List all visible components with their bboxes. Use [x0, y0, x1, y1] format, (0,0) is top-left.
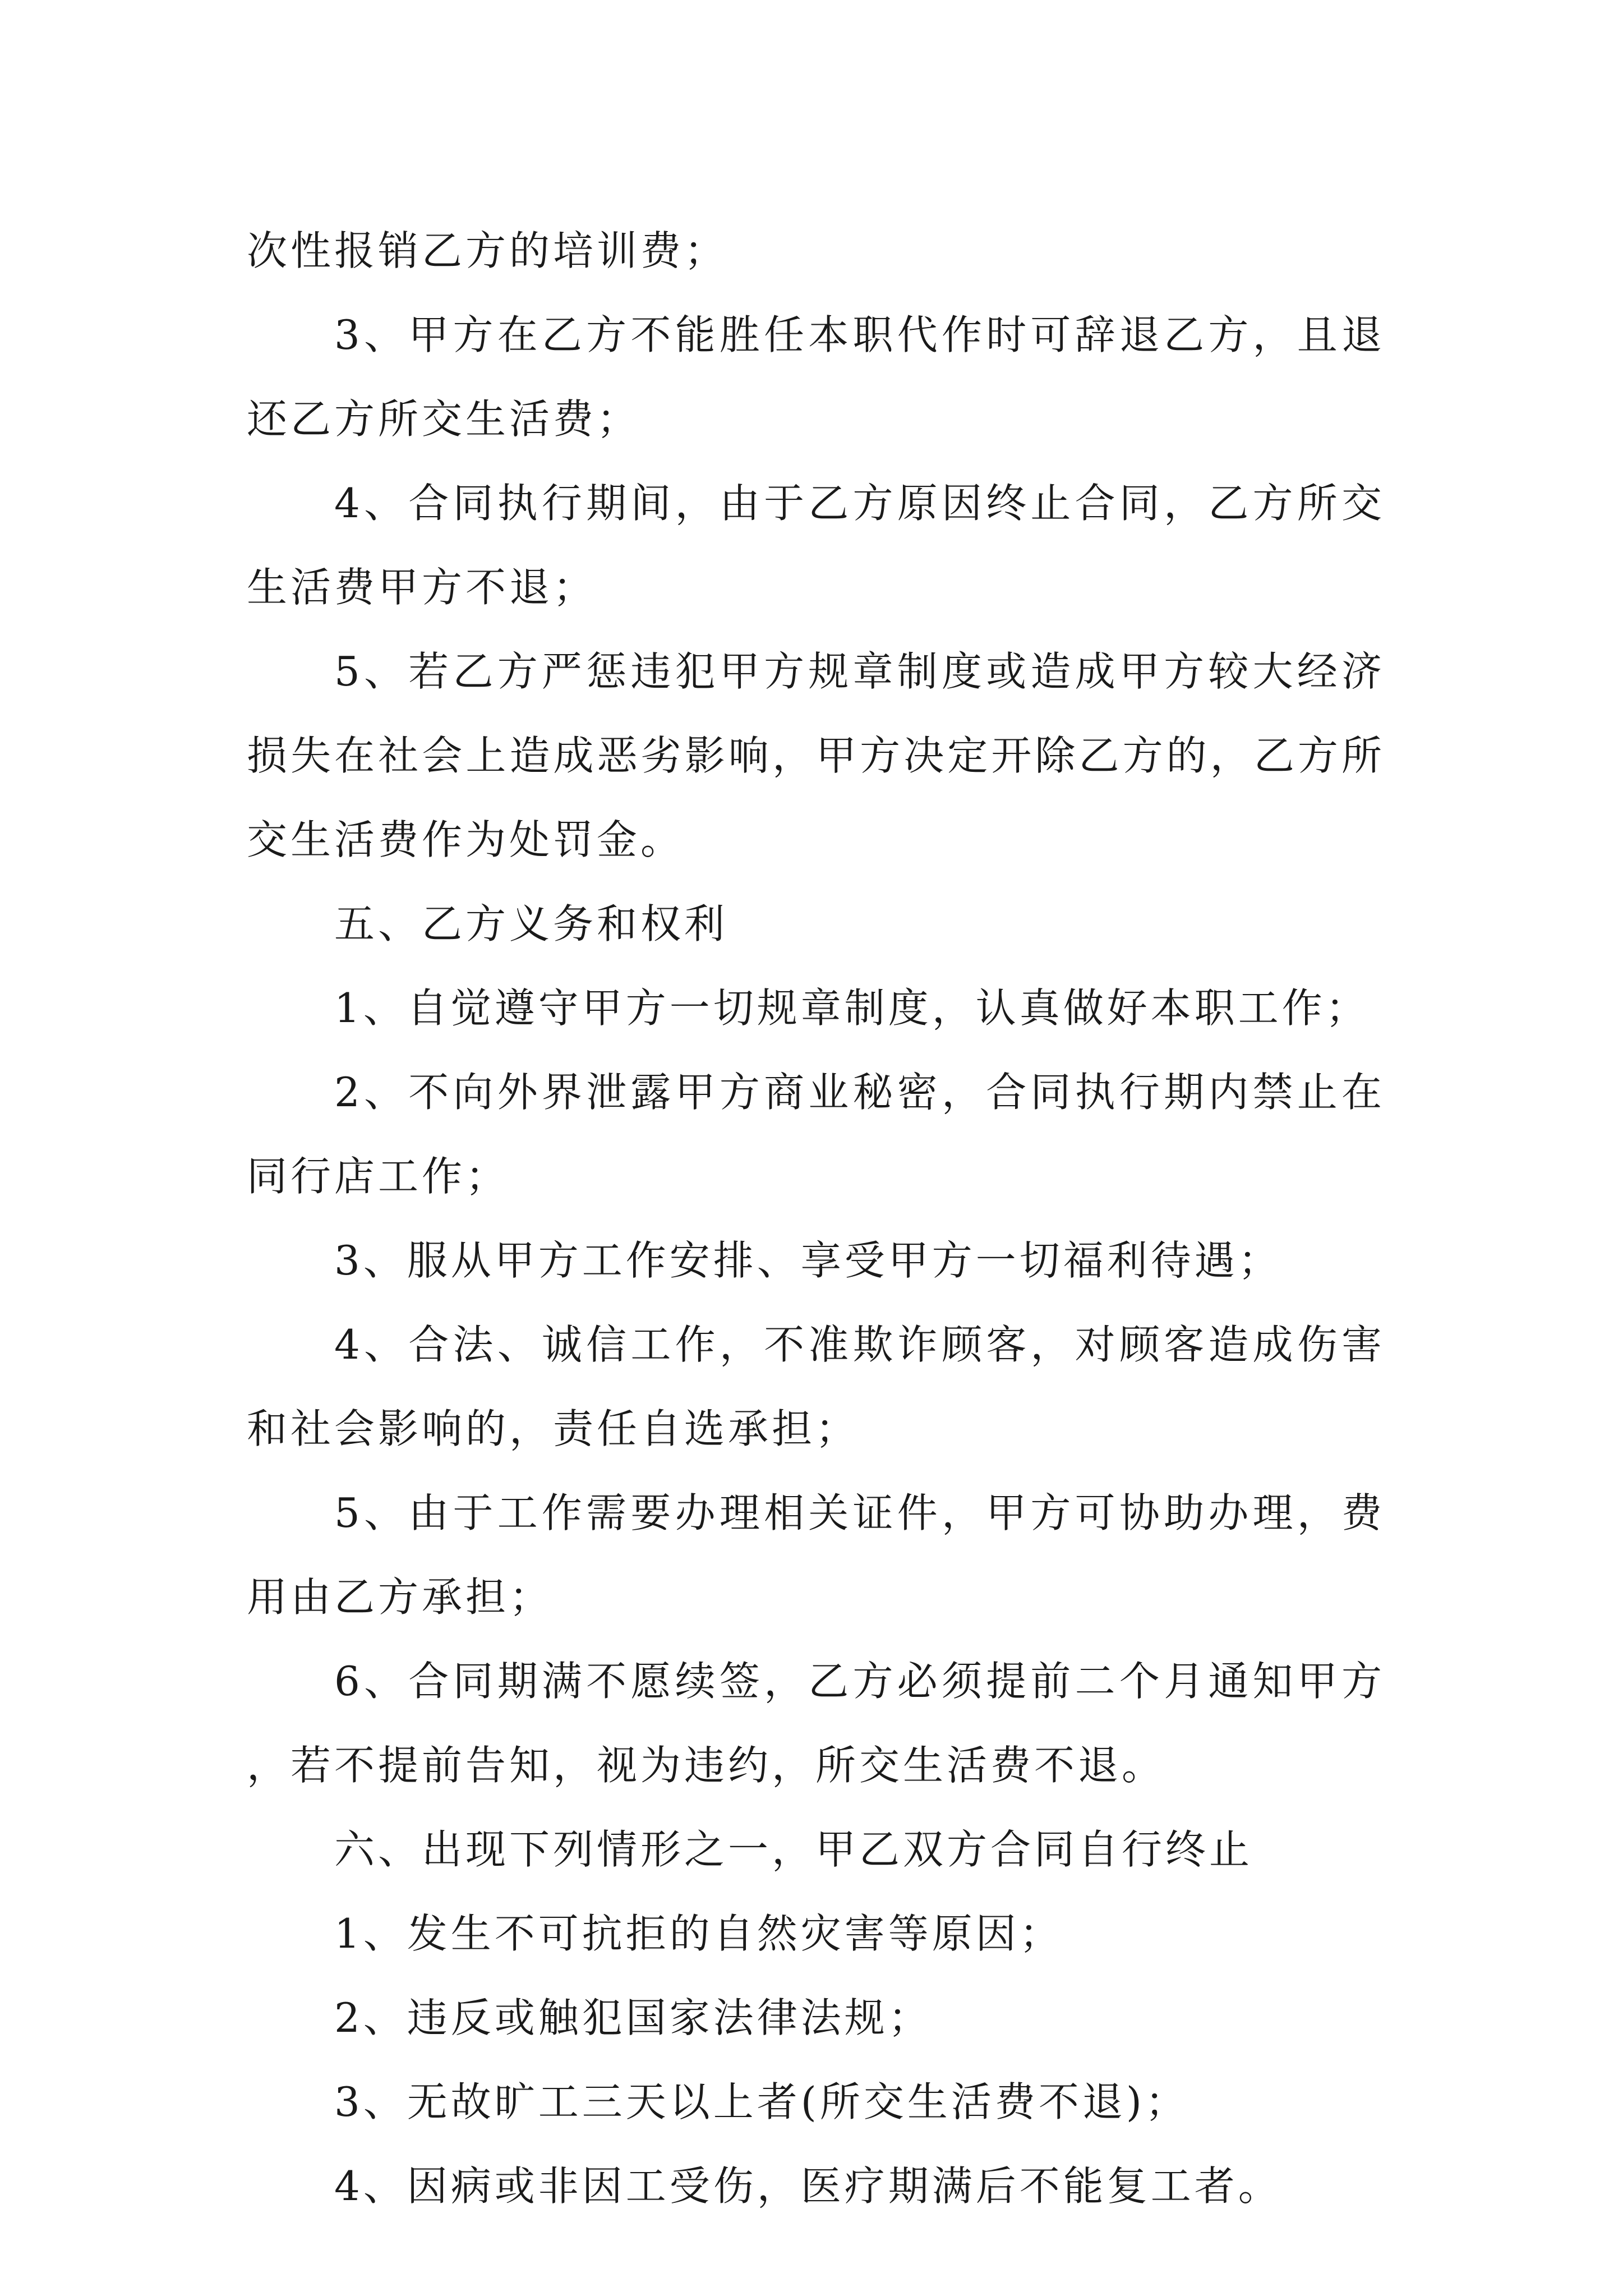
paragraph: 3、无故旷工三天以上者(所交生活费不退)；	[334, 2078, 1189, 2125]
document-body	[247, 209, 1385, 2228]
paragraph: 3、甲方在乙方不能胜任本职代作时可辞退乙方，且退还乙方所交生活费；	[247, 311, 1385, 443]
paragraph: 6、合同期满不愿续签，乙方必须提前二个月通知甲方，若不提前告知，视为违约，所交生活费不退。	[247, 1658, 1385, 1789]
paragraph: 2、违反或触犯国家法律法规；	[334, 1994, 932, 2041]
paragraph: 5、若乙方严惩违犯甲方规章制度或造成甲方较大经济损失在社会上造成恶劣影响，甲方决定开除乙方的，乙方所交生活费作为处罚金。	[247, 648, 1385, 863]
paragraph: 4、合法、诚信工作，不准欺诈顾客，对顾客造成伤害和社会影响的，责任自选承担；	[247, 1321, 1385, 1452]
paragraph: 3、服从甲方工作安排、享受甲方一切福利待遇；	[334, 1237, 1282, 1284]
paragraph: 4、合同执行期间，由于乙方原因终止合同，乙方所交生活费甲方不退；	[247, 480, 1385, 611]
paragraph: 5、由于工作需要办理相关证件，甲方可协助办理，费用由乙方承担；	[247, 1489, 1385, 1621]
paragraph: 1、发生不可抗拒的自然灾害等原因；	[334, 1910, 1063, 1957]
section-heading: 五、乙方义务和权利	[334, 900, 728, 947]
paragraph: 4、因病或非因工受伤，医疗期满后不能复工者。	[334, 2162, 1282, 2210]
paragraph: 次性报销乙方的培训费；	[247, 227, 728, 274]
paragraph: 1、自觉遵守甲方一切规章制度，认真做好本职工作；	[334, 984, 1370, 1032]
section-heading: 六、出现下列情形之一，甲乙双方合同自行终止	[334, 1826, 1253, 1873]
paragraph: 2、不向外界泄露甲方商业秘密，合同执行期内禁止在同行店工作；	[247, 1069, 1385, 1200]
